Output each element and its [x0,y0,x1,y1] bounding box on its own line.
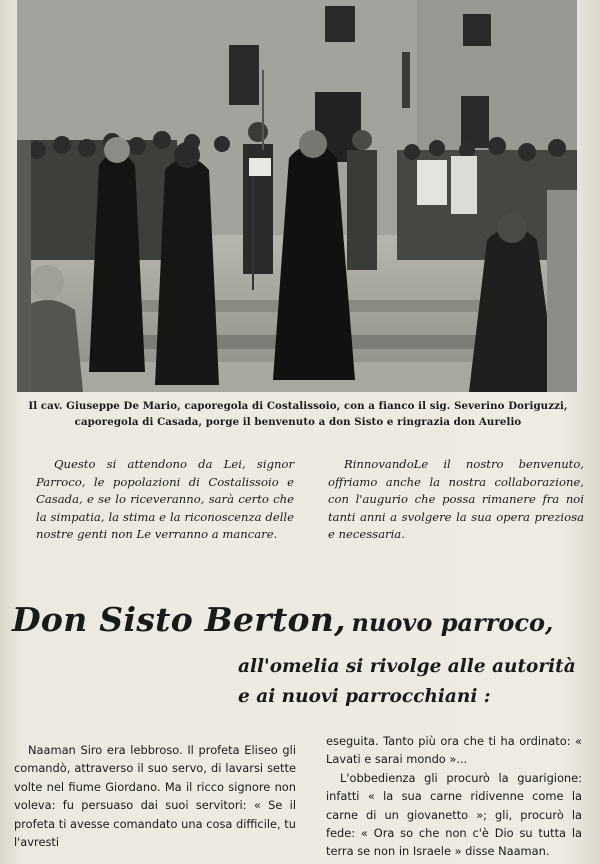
ceremony-photograph [17,0,577,392]
photo-caption: Il cav. Giuseppe De Mario, caporegola di Costalissoio, con a fianco il sig. Severino Doriguzzi, caporegola di Casada, porge il benvenuto a don Sisto e ringrazia don Aurelio [28,400,568,428]
body-right-paragraph-1: eseguita. Tanto più ora che ti ha ordinato: « Lavati e sarai mondo »... [326,734,582,767]
intro-column-left: Questo si attendono da Lei, signor Parroco, le popolazioni di Costalissoio e Casada, e se lo riceveranno, sarà certo che la simpatia, la stima e la riconoscenza delle nostre genti non Le verranno a mancare. [36,457,294,541]
photo-illustration [17,0,577,392]
body-column-right [326,732,582,861]
body-right-paragraph-2: L'obbedienza gli procurò la guarigione: infatti « la sua carne ridivenne come la carne di un giovanetto »; gli, procurò la fede: « Ora so che non c'è Dio su tutta la terra se non in Israele » disse Naaman. [326,770,582,859]
subhead-line-2: e ai nuovi parrocchiani : [238,686,491,707]
body-column-left: Naaman Siro era lebbroso. Il profeta Eliseo gli comandò, attraverso il suo servo, di lavarsi sette volte nel fiume Giordano. Ma il ricco signore non voleva: fu persuaso dai suoi servitori: « Se il profeta ti avesse comandato una cosa difficile, tu l'avresti [14,743,296,850]
headline-rest: nuovo parroco, [351,608,554,637]
article-subheading [238,652,588,712]
headline-main: Don Sisto Berton, [12,600,346,639]
subhead-line-1: all'omelia si rivolge alle autorità [238,656,576,677]
article-headline [12,600,592,639]
intro-column-right: RinnovandoLe il nostro benvenuto, offriamo anche la nostra collaborazione, con l'augurio che possa rimanere fra noi tanti anni a svolgere la sua opera preziosa e necessaria. [328,457,584,541]
